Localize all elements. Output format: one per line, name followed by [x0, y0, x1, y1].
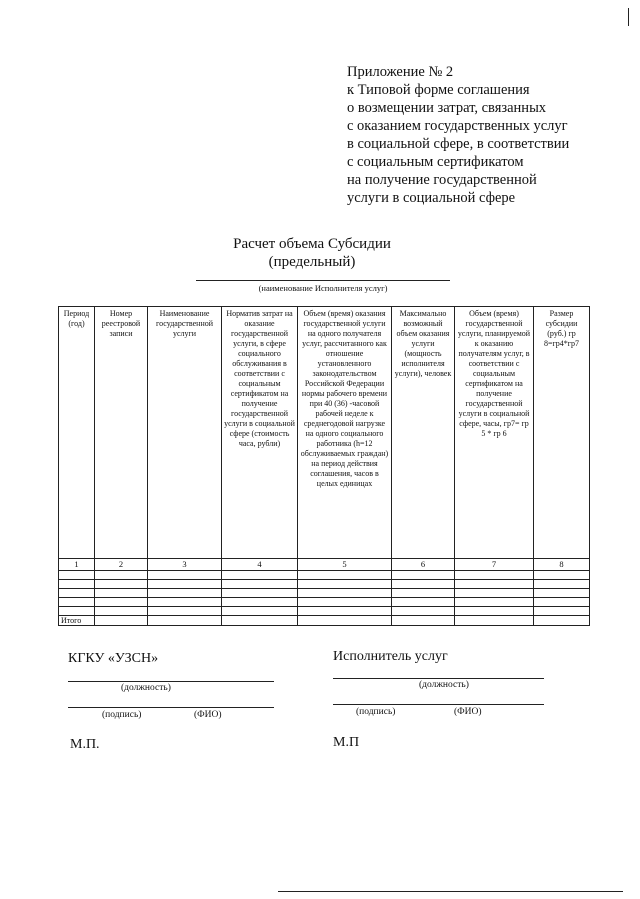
- column-number: 3: [148, 559, 222, 571]
- left-name-caption: (ФИО): [194, 710, 222, 720]
- table-header-row: [59, 307, 590, 559]
- table-cell: [95, 607, 148, 616]
- left-stamp-place: М.П.: [70, 737, 100, 752]
- table-cell: [95, 589, 148, 598]
- right-signature-caption: (подпись): [356, 707, 396, 717]
- appendix-line: услуги в социальной сфере: [347, 190, 516, 206]
- table-cell: [59, 598, 95, 607]
- column-number: 2: [95, 559, 148, 571]
- header-max-volume: Максимально возможный объем оказания услуги (мощность исполнителя услуги), человек: [392, 307, 455, 559]
- table-cell: [222, 589, 298, 598]
- table-cell: [95, 580, 148, 589]
- bottom-rule: [278, 891, 623, 892]
- table-cell: [222, 580, 298, 589]
- table-row: [59, 607, 590, 616]
- table-cell: [59, 571, 95, 580]
- appendix-line: о возмещении затрат, связанных: [347, 100, 547, 116]
- column-number: 7: [455, 559, 534, 571]
- table-cell: [455, 589, 534, 598]
- appendix-line: в социальной сфере, в соответствии: [347, 136, 570, 152]
- table-cell: [222, 607, 298, 616]
- table-cell: [392, 607, 455, 616]
- table-cell: [298, 607, 392, 616]
- table-cell: [148, 616, 222, 626]
- table-cell: [298, 589, 392, 598]
- table-cell: [59, 589, 95, 598]
- table-cell: [455, 580, 534, 589]
- table-row: [59, 580, 590, 589]
- column-number: 6: [392, 559, 455, 571]
- table-cell: [392, 571, 455, 580]
- table-cell: [534, 598, 590, 607]
- left-signature-caption: (подпись): [102, 710, 142, 720]
- table-row: [59, 571, 590, 580]
- document-title: Расчет объема Субсидии: [233, 236, 391, 252]
- right-stamp-place: М.П: [333, 735, 360, 750]
- appendix-line: Приложение № 2: [347, 64, 454, 80]
- appendix-line: с социальным сертификатом: [347, 154, 524, 170]
- table-cell: [59, 607, 95, 616]
- right-org-name: Исполнитель услуг: [333, 649, 448, 664]
- right-name-caption: (ФИО): [454, 707, 482, 717]
- executor-name-line: [196, 280, 450, 281]
- table-cell: [392, 580, 455, 589]
- appendix-line: с оказанием государственных услуг: [347, 118, 568, 134]
- table-row: [59, 598, 590, 607]
- left-org-name: КГКУ «УЗСН»: [68, 651, 159, 666]
- total-row: [59, 616, 590, 626]
- table-cell: [455, 598, 534, 607]
- table-cell: [95, 616, 148, 626]
- header-cost-norm: Норматив затрат на оказание государственной услуги, в сфере социального обслуживания в соответствии с социальным сертификатом на получение государственной услуги в социальной сфере (стоимость часа, рубли): [222, 307, 298, 559]
- table-cell: [534, 589, 590, 598]
- table-cell: [148, 598, 222, 607]
- header-planned-volume: Объем (время) государственной услуги, планируемой к оказанию получателям услуг, в соответствии с социальным сертификатом на получение государственной услуги в социальной сфере, часы, гр7= гр 5 * гр 6: [455, 307, 534, 559]
- table-cell: [148, 589, 222, 598]
- table-cell: [534, 580, 590, 589]
- table-cell: [298, 571, 392, 580]
- table-cell: [392, 598, 455, 607]
- table-cell: [392, 589, 455, 598]
- table-cell: [455, 571, 534, 580]
- table-cell: [534, 571, 590, 580]
- table-cell: [222, 598, 298, 607]
- table-cell: [95, 571, 148, 580]
- executor-name-caption: (наименование Исполнителя услуг): [258, 283, 388, 293]
- table-cell: [455, 607, 534, 616]
- table-cell: [298, 580, 392, 589]
- table-cell: [148, 571, 222, 580]
- header-period: Период (год): [59, 307, 95, 559]
- header-subsidy-amount: Размер субсидии (руб.) гр 8=гр4*гр7: [534, 307, 590, 559]
- total-label: Итого: [59, 616, 95, 626]
- right-signature-line: [333, 704, 544, 705]
- column-number: 1: [59, 559, 95, 571]
- table-row: [59, 589, 590, 598]
- table-cell: [534, 616, 590, 626]
- column-number: 8: [534, 559, 590, 571]
- header-service-name: Наименование государственной услуги: [148, 307, 222, 559]
- subsidy-calculation-table: [58, 306, 590, 626]
- table-cell: [392, 616, 455, 626]
- appendix-note: [347, 63, 617, 207]
- table-cell: [222, 616, 298, 626]
- header-volume-per-recipient: Объем (время) оказания государственной услуги на одного получателя услуг, рассчитанного как отношение установленного законодательством Российской Федерации нормы рабочего времени при 40 (36) -часовой рабочей неделе к среднегодовой нагрузке на одного социального работника (h=12 обслуживаемых граждан) на период действия соглашения, часов в целых единицах: [298, 307, 392, 559]
- column-number: 5: [298, 559, 392, 571]
- right-position-caption: (должность): [419, 680, 469, 690]
- scan-edge-mark: [628, 8, 629, 26]
- table-cell: [95, 598, 148, 607]
- table-cell: [298, 616, 392, 626]
- table-cell: [298, 598, 392, 607]
- left-signature-line: [68, 707, 274, 708]
- table-cell: [148, 580, 222, 589]
- table-cell: [148, 607, 222, 616]
- right-position-line: [333, 678, 544, 679]
- left-position-caption: (должность): [121, 683, 171, 693]
- appendix-line: к Типовой форме соглашения: [347, 82, 530, 98]
- appendix-line: на получение государственной: [347, 172, 537, 188]
- table-cell: [455, 616, 534, 626]
- column-number: 4: [222, 559, 298, 571]
- table-cell: [59, 580, 95, 589]
- table-cell: [222, 571, 298, 580]
- column-number-row: [59, 559, 590, 571]
- document-subtitle: (предельный): [268, 254, 356, 270]
- left-position-line: [68, 681, 274, 682]
- header-registry-number: Номер реестровой записи: [95, 307, 148, 559]
- table-cell: [534, 607, 590, 616]
